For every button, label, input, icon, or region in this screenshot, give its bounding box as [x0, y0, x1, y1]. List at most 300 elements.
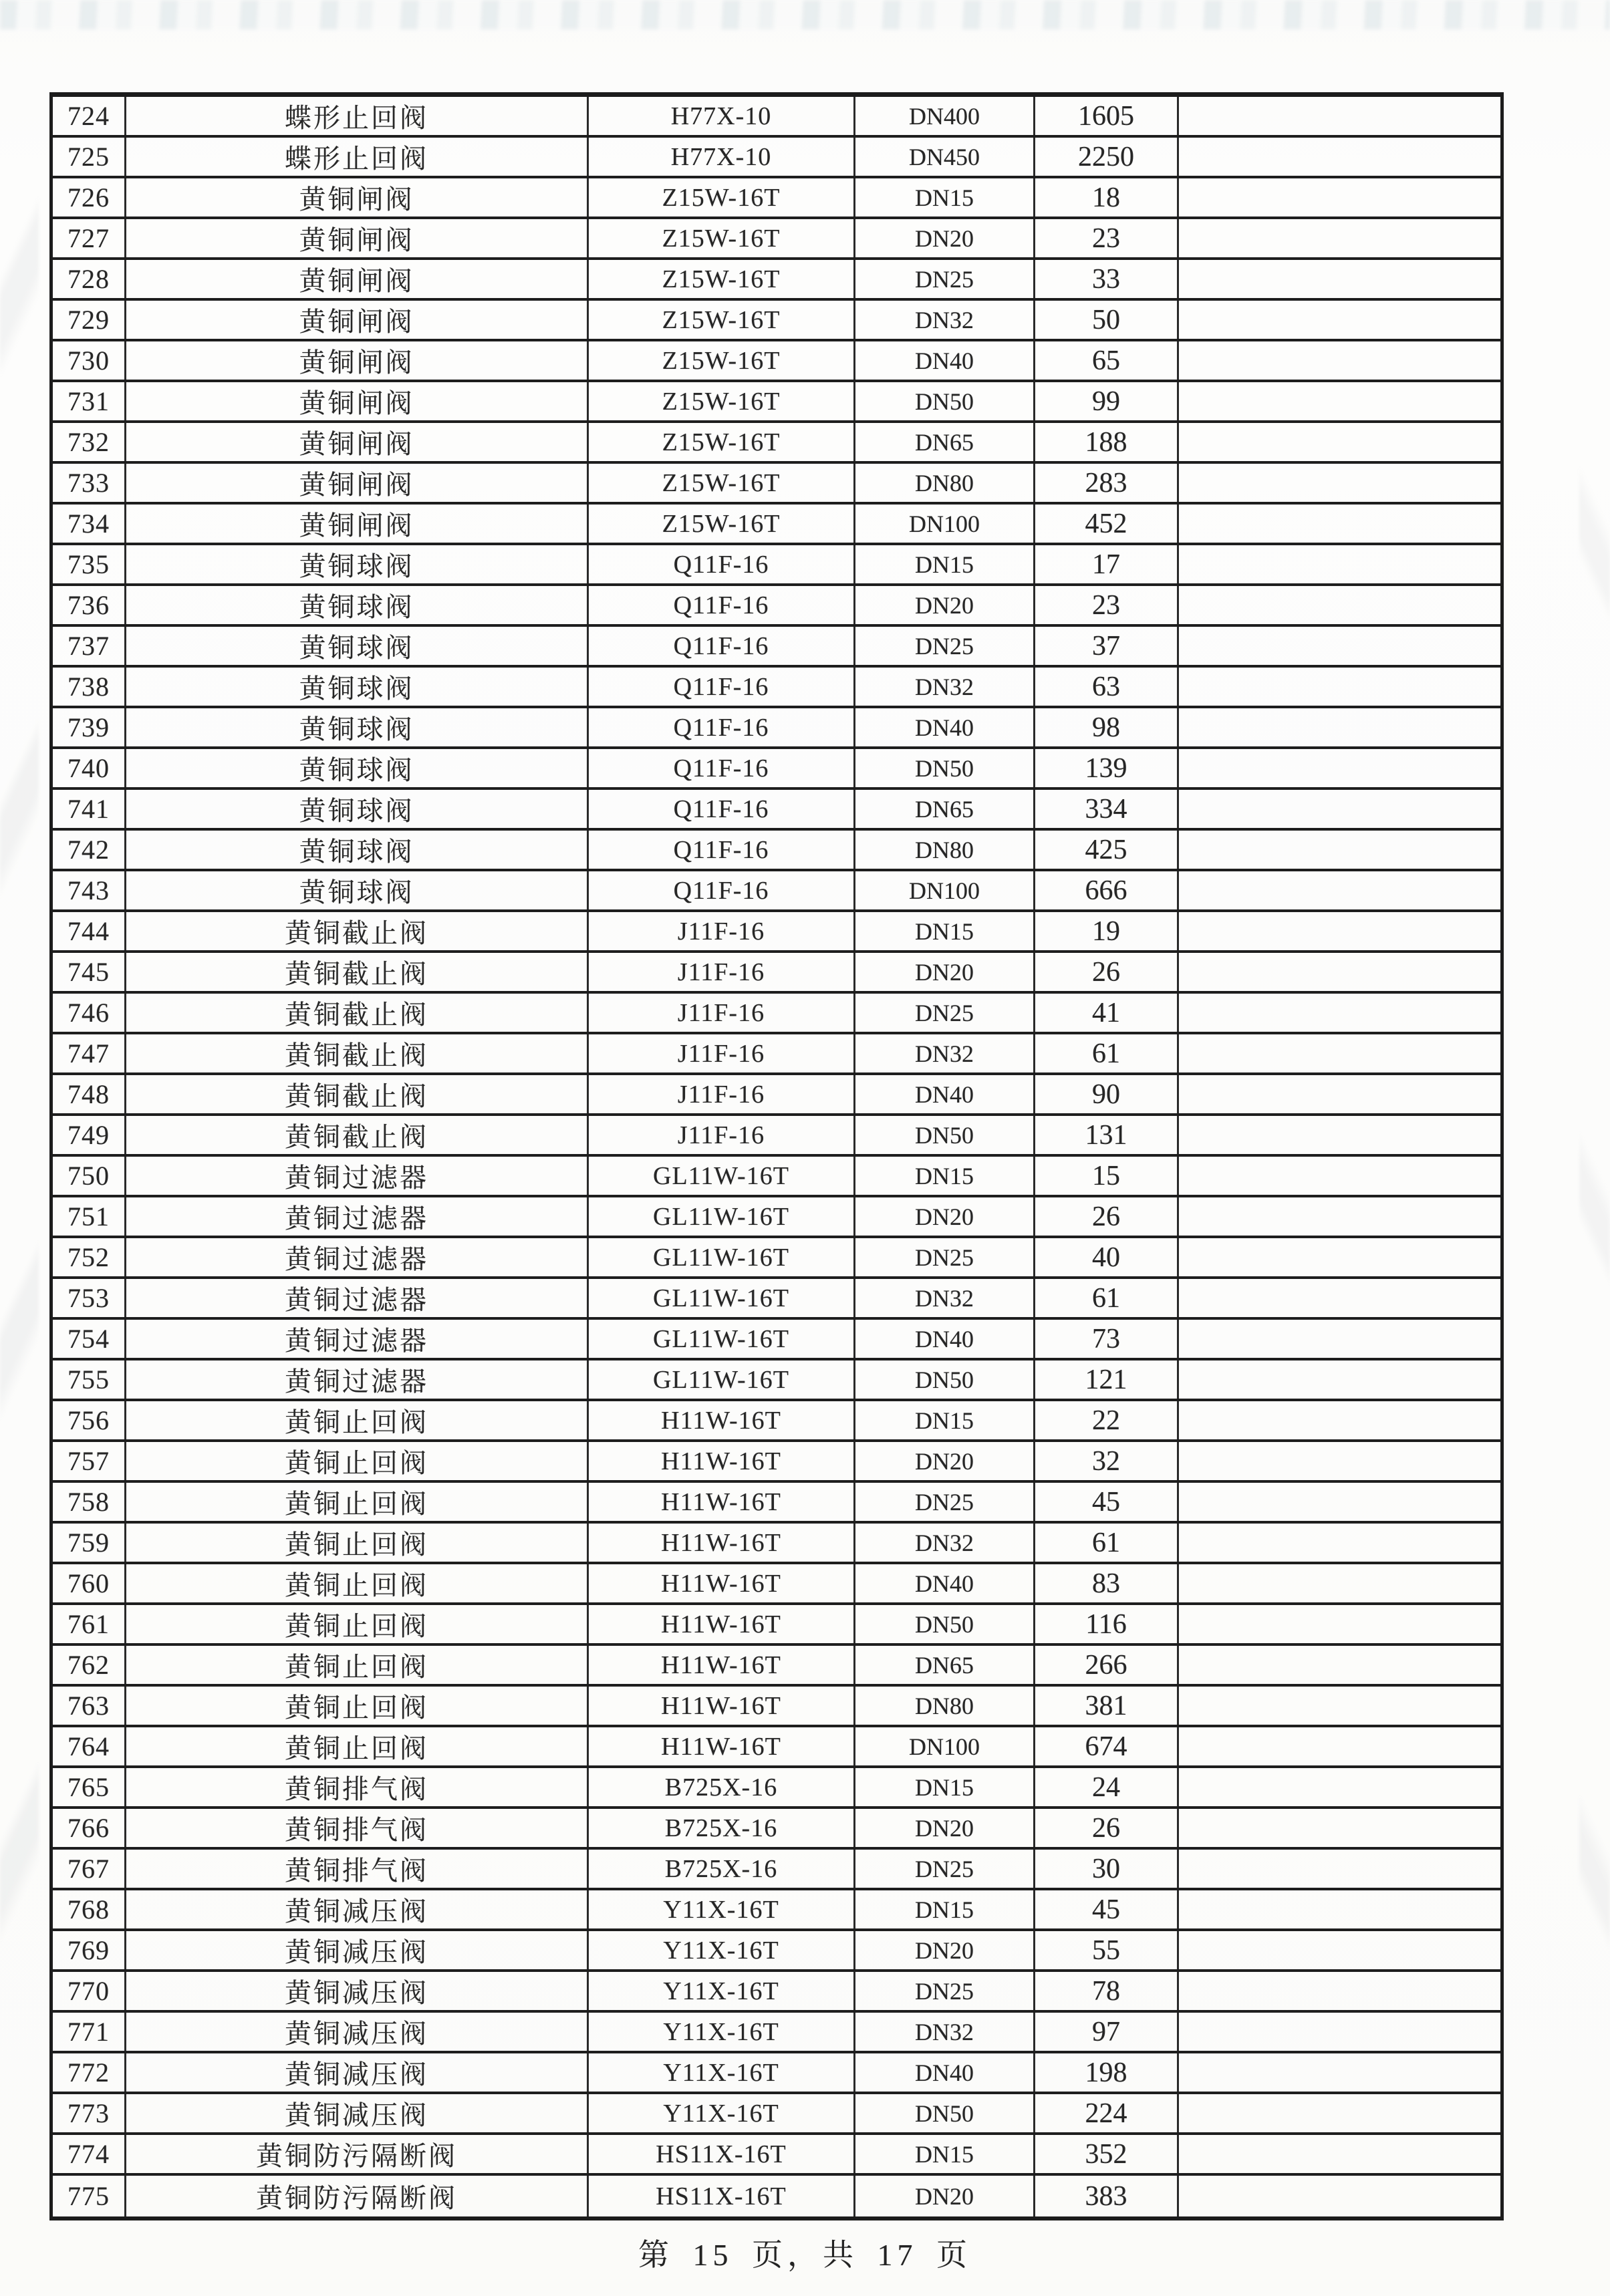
table-row [53, 994, 1500, 1034]
price-cell: 198 [1035, 2053, 1179, 2092]
price-cell: 666 [1035, 871, 1179, 909]
row-number-cell: 749 [53, 1116, 126, 1154]
spec-cell: DN32 [855, 668, 1035, 706]
price-cell: 32 [1035, 1442, 1179, 1480]
price-cell: 65 [1035, 341, 1179, 380]
table-row [53, 1075, 1500, 1116]
item-name-cell: 黄铜过滤器 [126, 1320, 589, 1358]
item-name-cell: 蝶形止回阀 [126, 138, 589, 176]
spec-cell: DN15 [855, 912, 1035, 950]
row-number-cell: 755 [53, 1360, 126, 1399]
model-cell: H11W-16T [589, 1564, 855, 1602]
price-cell: 17 [1035, 545, 1179, 583]
price-cell: 61 [1035, 1034, 1179, 1072]
spec-cell: DN20 [855, 953, 1035, 991]
row-number-cell: 738 [53, 668, 126, 706]
spec-cell: DN40 [855, 1564, 1035, 1602]
price-cell: 61 [1035, 1524, 1179, 1562]
item-name-cell: 黄铜止回阀 [126, 1646, 589, 1684]
item-name-cell: 黄铜过滤器 [126, 1279, 589, 1317]
price-cell: 224 [1035, 2094, 1179, 2132]
note-cell [1179, 219, 1500, 257]
price-cell: 97 [1035, 2013, 1179, 2051]
note-cell [1179, 912, 1500, 950]
price-cell: 37 [1035, 627, 1179, 665]
spec-cell: DN100 [855, 871, 1035, 909]
note-cell [1179, 2094, 1500, 2132]
note-cell [1179, 586, 1500, 624]
row-number-cell: 765 [53, 1768, 126, 1806]
model-cell: Y11X-16T [589, 1890, 855, 1928]
price-cell: 98 [1035, 708, 1179, 746]
note-cell [1179, 545, 1500, 583]
row-number-cell: 774 [53, 2135, 126, 2173]
note-cell [1179, 1890, 1500, 1928]
row-number-cell: 752 [53, 1238, 126, 1276]
item-name-cell: 黄铜截止阀 [126, 1075, 589, 1113]
price-cell: 121 [1035, 1360, 1179, 1399]
item-name-cell: 黄铜减压阀 [126, 1931, 589, 1969]
price-cell: 41 [1035, 994, 1179, 1032]
table-row [53, 1972, 1500, 2013]
note-cell [1179, 1564, 1500, 1602]
item-name-cell: 黄铜球阀 [126, 790, 589, 828]
model-cell: H11W-16T [589, 1605, 855, 1643]
table-row [53, 464, 1500, 505]
spec-cell: DN50 [855, 1116, 1035, 1154]
note-cell [1179, 790, 1500, 828]
spec-cell: DN50 [855, 1360, 1035, 1399]
price-cell: 40 [1035, 1238, 1179, 1276]
table-row [53, 1850, 1500, 1890]
table-row [53, 423, 1500, 464]
spec-cell: DN15 [855, 1157, 1035, 1195]
item-name-cell: 黄铜球阀 [126, 708, 589, 746]
note-cell [1179, 1727, 1500, 1765]
table-row [53, 1401, 1500, 1442]
price-cell: 55 [1035, 1931, 1179, 1969]
price-cell: 1605 [1035, 97, 1179, 135]
row-number-cell: 727 [53, 219, 126, 257]
model-cell: B725X-16 [589, 1768, 855, 1806]
spec-cell: DN20 [855, 1197, 1035, 1236]
row-number-cell: 753 [53, 1279, 126, 1317]
spec-cell: DN80 [855, 831, 1035, 869]
item-name-cell: 黄铜止回阀 [126, 1687, 589, 1725]
model-cell: HS11X-16T [589, 2176, 855, 2216]
spec-cell: DN40 [855, 341, 1035, 380]
price-cell: 266 [1035, 1646, 1179, 1684]
model-cell: J11F-16 [589, 994, 855, 1032]
table-row [53, 1279, 1500, 1320]
note-cell [1179, 668, 1500, 706]
row-number-cell: 747 [53, 1034, 126, 1072]
table-row [53, 301, 1500, 341]
row-number-cell: 756 [53, 1401, 126, 1439]
price-cell: 45 [1035, 1890, 1179, 1928]
spec-cell: DN25 [855, 1238, 1035, 1276]
item-name-cell: 黄铜球阀 [126, 831, 589, 869]
row-number-cell: 760 [53, 1564, 126, 1602]
row-number-cell: 758 [53, 1483, 126, 1521]
row-number-cell: 767 [53, 1850, 126, 1888]
model-cell: GL11W-16T [589, 1320, 855, 1358]
spec-cell: DN100 [855, 505, 1035, 543]
note-cell [1179, 301, 1500, 339]
row-number-cell: 751 [53, 1197, 126, 1236]
note-cell [1179, 1931, 1500, 1969]
price-cell: 45 [1035, 1483, 1179, 1521]
price-cell: 139 [1035, 749, 1179, 787]
spec-cell: DN40 [855, 1320, 1035, 1358]
item-name-cell: 黄铜闸阀 [126, 178, 589, 217]
spec-cell: DN40 [855, 1075, 1035, 1113]
price-cell: 23 [1035, 219, 1179, 257]
price-cell: 352 [1035, 2135, 1179, 2173]
note-cell [1179, 1768, 1500, 1806]
item-name-cell: 黄铜截止阀 [126, 994, 589, 1032]
table-row [53, 1360, 1500, 1401]
table-row [53, 2135, 1500, 2176]
note-cell [1179, 1034, 1500, 1072]
price-cell: 90 [1035, 1075, 1179, 1113]
model-cell: Z15W-16T [589, 341, 855, 380]
spec-cell: DN50 [855, 749, 1035, 787]
item-name-cell: 黄铜减压阀 [126, 1890, 589, 1928]
note-cell [1179, 2176, 1500, 2216]
spec-cell: DN25 [855, 1850, 1035, 1888]
price-cell: 15 [1035, 1157, 1179, 1195]
spec-cell: DN65 [855, 790, 1035, 828]
price-cell: 18 [1035, 178, 1179, 217]
row-number-cell: 733 [53, 464, 126, 502]
model-cell: Q11F-16 [589, 790, 855, 828]
price-cell: 383 [1035, 2176, 1179, 2216]
spec-cell: DN50 [855, 2094, 1035, 2132]
item-name-cell: 黄铜排气阀 [126, 1768, 589, 1806]
model-cell: J11F-16 [589, 1075, 855, 1113]
table-row [53, 1116, 1500, 1157]
row-number-cell: 763 [53, 1687, 126, 1725]
item-name-cell: 黄铜截止阀 [126, 1116, 589, 1154]
item-name-cell: 黄铜防污隔断阀 [126, 2176, 589, 2216]
price-cell: 30 [1035, 1850, 1179, 1888]
price-cell: 131 [1035, 1116, 1179, 1154]
row-number-cell: 775 [53, 2176, 126, 2216]
price-cell: 334 [1035, 790, 1179, 828]
model-cell: Y11X-16T [589, 2053, 855, 2092]
item-name-cell: 黄铜闸阀 [126, 505, 589, 543]
model-cell: HS11X-16T [589, 2135, 855, 2173]
table-row [53, 382, 1500, 423]
row-number-cell: 750 [53, 1157, 126, 1195]
note-cell [1179, 382, 1500, 420]
model-cell: J11F-16 [589, 953, 855, 991]
note-cell [1179, 871, 1500, 909]
scan-bleed-artifact-top [0, 0, 1610, 29]
table-row [53, 1768, 1500, 1809]
row-number-cell: 725 [53, 138, 126, 176]
item-name-cell: 黄铜截止阀 [126, 912, 589, 950]
item-name-cell: 黄铜过滤器 [126, 1157, 589, 1195]
spec-cell: DN25 [855, 260, 1035, 298]
table-row [53, 831, 1500, 871]
item-name-cell: 黄铜止回阀 [126, 1524, 589, 1562]
note-cell [1179, 1238, 1500, 1276]
price-cell: 33 [1035, 260, 1179, 298]
spec-cell: DN40 [855, 2053, 1035, 2092]
model-cell: J11F-16 [589, 912, 855, 950]
spec-cell: DN32 [855, 1524, 1035, 1562]
note-cell [1179, 1524, 1500, 1562]
model-cell: H11W-16T [589, 1727, 855, 1765]
row-number-cell: 729 [53, 301, 126, 339]
table-row [53, 1524, 1500, 1564]
row-number-cell: 739 [53, 708, 126, 746]
model-cell: Q11F-16 [589, 708, 855, 746]
row-number-cell: 757 [53, 1442, 126, 1480]
spec-cell: DN50 [855, 382, 1035, 420]
table-row [53, 260, 1500, 301]
model-cell: H11W-16T [589, 1646, 855, 1684]
table-row [53, 1890, 1500, 1931]
note-cell [1179, 97, 1500, 135]
table-row [53, 1931, 1500, 1972]
item-name-cell: 黄铜防污隔断阀 [126, 2135, 589, 2173]
table-row [53, 749, 1500, 790]
note-cell [1179, 178, 1500, 217]
model-cell: GL11W-16T [589, 1279, 855, 1317]
row-number-cell: 746 [53, 994, 126, 1032]
model-cell: Z15W-16T [589, 219, 855, 257]
row-number-cell: 734 [53, 505, 126, 543]
note-cell [1179, 1279, 1500, 1317]
model-cell: GL11W-16T [589, 1197, 855, 1236]
note-cell [1179, 627, 1500, 665]
model-cell: Z15W-16T [589, 178, 855, 217]
table-row [53, 912, 1500, 953]
item-name-cell: 黄铜球阀 [126, 586, 589, 624]
model-cell: H11W-16T [589, 1687, 855, 1725]
row-number-cell: 743 [53, 871, 126, 909]
note-cell [1179, 260, 1500, 298]
model-cell: B725X-16 [589, 1850, 855, 1888]
note-cell [1179, 1401, 1500, 1439]
item-name-cell: 黄铜球阀 [126, 545, 589, 583]
row-number-cell: 730 [53, 341, 126, 380]
spec-cell: DN100 [855, 1727, 1035, 1765]
table-row [53, 1238, 1500, 1279]
note-cell [1179, 1850, 1500, 1888]
note-cell [1179, 505, 1500, 543]
price-cell: 116 [1035, 1605, 1179, 1643]
spec-cell: DN40 [855, 708, 1035, 746]
spec-cell: DN25 [855, 1972, 1035, 2010]
model-cell: Z15W-16T [589, 464, 855, 502]
row-number-cell: 771 [53, 2013, 126, 2051]
price-cell: 61 [1035, 1279, 1179, 1317]
spec-cell: DN65 [855, 1646, 1035, 1684]
spec-cell: DN15 [855, 2135, 1035, 2173]
row-number-cell: 773 [53, 2094, 126, 2132]
scan-smudge-left-margin [0, 40, 39, 2265]
table-row [53, 1483, 1500, 1524]
item-name-cell: 黄铜闸阀 [126, 423, 589, 461]
note-cell [1179, 1809, 1500, 1847]
item-name-cell: 黄铜过滤器 [126, 1360, 589, 1399]
item-name-cell: 黄铜闸阀 [126, 341, 589, 380]
spec-cell: DN32 [855, 301, 1035, 339]
note-cell [1179, 2013, 1500, 2051]
row-number-cell: 732 [53, 423, 126, 461]
scan-smudge-right-margin [1579, 80, 1610, 2218]
model-cell: Q11F-16 [589, 831, 855, 869]
table-row [53, 668, 1500, 708]
row-number-cell: 724 [53, 97, 126, 135]
row-number-cell: 728 [53, 260, 126, 298]
page-number-footer: 第 15 页，共 17 页 [638, 2238, 972, 2272]
row-number-cell: 772 [53, 2053, 126, 2092]
item-name-cell: 黄铜减压阀 [126, 2053, 589, 2092]
item-name-cell: 黄铜闸阀 [126, 464, 589, 502]
row-number-cell: 759 [53, 1524, 126, 1562]
table-row [53, 1646, 1500, 1687]
note-cell [1179, 749, 1500, 787]
model-cell: Y11X-16T [589, 2094, 855, 2132]
item-name-cell: 黄铜球阀 [126, 627, 589, 665]
price-cell: 26 [1035, 1197, 1179, 1236]
note-cell [1179, 341, 1500, 380]
row-number-cell: 745 [53, 953, 126, 991]
row-number-cell: 742 [53, 831, 126, 869]
spec-cell: DN20 [855, 1442, 1035, 1480]
item-name-cell: 黄铜减压阀 [126, 1972, 589, 2010]
price-cell: 452 [1035, 505, 1179, 543]
note-cell [1179, 2053, 1500, 2092]
note-cell [1179, 1972, 1500, 2010]
model-cell: Y11X-16T [589, 2013, 855, 2051]
spec-cell: DN65 [855, 423, 1035, 461]
model-cell: Y11X-16T [589, 1931, 855, 1969]
spec-cell: DN25 [855, 994, 1035, 1032]
note-cell [1179, 1116, 1500, 1154]
item-name-cell: 黄铜截止阀 [126, 953, 589, 991]
item-name-cell: 黄铜闸阀 [126, 260, 589, 298]
row-number-cell: 768 [53, 1890, 126, 1928]
model-cell: Y11X-16T [589, 1972, 855, 2010]
price-cell: 83 [1035, 1564, 1179, 1602]
row-number-cell: 762 [53, 1646, 126, 1684]
price-cell: 50 [1035, 301, 1179, 339]
item-name-cell: 黄铜减压阀 [126, 2013, 589, 2051]
row-number-cell: 740 [53, 749, 126, 787]
model-cell: Z15W-16T [589, 301, 855, 339]
price-cell: 674 [1035, 1727, 1179, 1765]
spec-cell: DN32 [855, 1034, 1035, 1072]
model-cell: J11F-16 [589, 1116, 855, 1154]
note-cell [1179, 1605, 1500, 1643]
item-name-cell: 黄铜止回阀 [126, 1605, 589, 1643]
spec-cell: DN20 [855, 1809, 1035, 1847]
item-name-cell: 黄铜止回阀 [126, 1483, 589, 1521]
note-cell [1179, 423, 1500, 461]
table-row [53, 1564, 1500, 1605]
model-cell: Z15W-16T [589, 260, 855, 298]
model-cell: J11F-16 [589, 1034, 855, 1072]
spec-cell: DN25 [855, 1483, 1035, 1521]
table-row [53, 2053, 1500, 2094]
note-cell [1179, 1646, 1500, 1684]
item-name-cell: 黄铜球阀 [126, 871, 589, 909]
model-cell: H11W-16T [589, 1401, 855, 1439]
table-row [53, 1809, 1500, 1850]
table-row [53, 2013, 1500, 2053]
row-number-cell: 754 [53, 1320, 126, 1358]
spec-cell: DN15 [855, 178, 1035, 217]
item-name-cell: 黄铜止回阀 [126, 1727, 589, 1765]
row-number-cell: 744 [53, 912, 126, 950]
spec-cell: DN15 [855, 1890, 1035, 1928]
spec-cell: DN450 [855, 138, 1035, 176]
item-name-cell: 黄铜闸阀 [126, 219, 589, 257]
model-cell: H77X-10 [589, 138, 855, 176]
note-cell [1179, 1483, 1500, 1521]
table-row [53, 2176, 1500, 2216]
price-cell: 425 [1035, 831, 1179, 869]
item-name-cell: 黄铜排气阀 [126, 1809, 589, 1847]
price-cell: 63 [1035, 668, 1179, 706]
spec-cell: DN25 [855, 627, 1035, 665]
model-cell: Q11F-16 [589, 871, 855, 909]
note-cell [1179, 1360, 1500, 1399]
table-row [53, 1157, 1500, 1197]
table-row [53, 627, 1500, 668]
price-cell: 2250 [1035, 138, 1179, 176]
row-number-cell: 736 [53, 586, 126, 624]
valve-price-table [49, 92, 1504, 2220]
spec-cell: DN20 [855, 1931, 1035, 1969]
price-cell: 99 [1035, 382, 1179, 420]
spec-cell: DN50 [855, 1605, 1035, 1643]
price-cell: 26 [1035, 1809, 1179, 1847]
table-row [53, 1687, 1500, 1727]
row-number-cell: 770 [53, 1972, 126, 2010]
table-row [53, 790, 1500, 831]
note-cell [1179, 1157, 1500, 1195]
note-cell [1179, 2135, 1500, 2173]
table-row [53, 1034, 1500, 1075]
note-cell [1179, 464, 1500, 502]
model-cell: Q11F-16 [589, 586, 855, 624]
table-row [53, 1442, 1500, 1483]
price-cell: 26 [1035, 953, 1179, 991]
table-row [53, 871, 1500, 912]
item-name-cell: 黄铜闸阀 [126, 382, 589, 420]
item-name-cell: 黄铜排气阀 [126, 1850, 589, 1888]
price-cell: 22 [1035, 1401, 1179, 1439]
note-cell [1179, 994, 1500, 1032]
table-row [53, 708, 1500, 749]
note-cell [1179, 831, 1500, 869]
model-cell: GL11W-16T [589, 1238, 855, 1276]
price-cell: 78 [1035, 1972, 1179, 2010]
table-row [53, 178, 1500, 219]
note-cell [1179, 953, 1500, 991]
row-number-cell: 741 [53, 790, 126, 828]
row-number-cell: 769 [53, 1931, 126, 1969]
item-name-cell: 黄铜闸阀 [126, 301, 589, 339]
note-cell [1179, 1687, 1500, 1725]
